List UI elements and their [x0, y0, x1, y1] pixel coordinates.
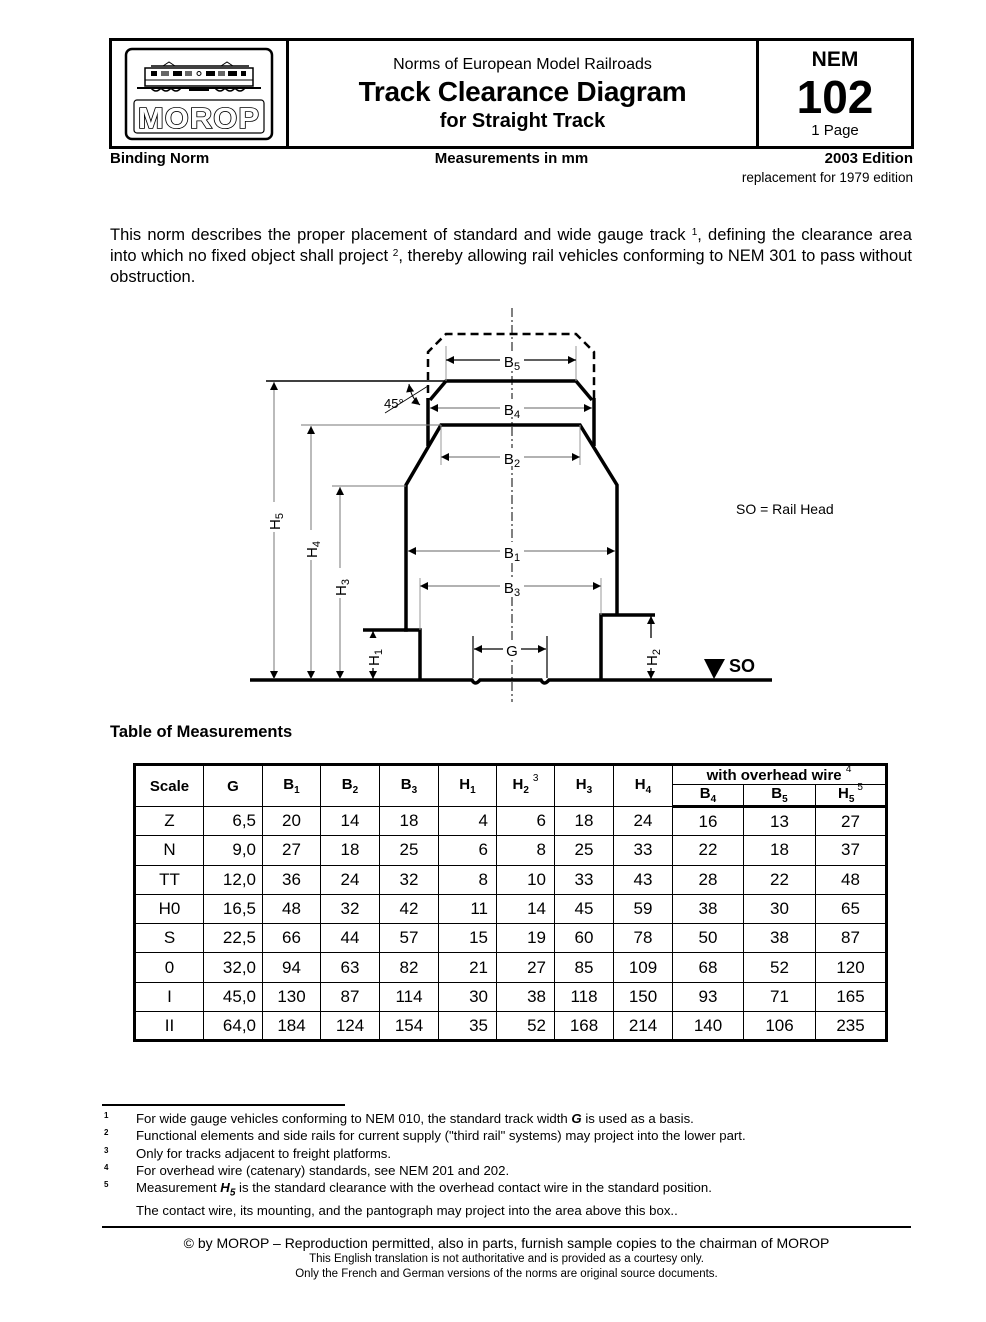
col-header-scale: Scale [135, 765, 204, 807]
rail-head-line [250, 680, 772, 683]
value-cell: 18 [380, 807, 439, 836]
label-h3: $H_3$ [333, 579, 352, 596]
label-h4: $H_4$ [304, 541, 323, 558]
col-header-b1: $B_1$ [263, 765, 321, 807]
footnote-3: 3 Only for tracks adjacent to freight platforms. [104, 1145, 392, 1161]
value-cell: 38 [673, 894, 744, 923]
value-cell: 6 [497, 807, 555, 836]
col-header-h5: $H_5^5$ [816, 785, 887, 807]
value-cell: 45 [555, 894, 614, 923]
value-cell: 15 [439, 924, 497, 953]
value-cell: 18 [321, 836, 380, 865]
value-cell: 63 [321, 953, 380, 982]
footnote-divider [102, 1104, 345, 1106]
value-cell: 8 [439, 865, 497, 894]
value-cell: 11 [439, 894, 497, 923]
edition: 2003 Edition [824, 150, 913, 167]
footer-divider [102, 1226, 911, 1228]
scale-cell: II [135, 1012, 204, 1041]
table-row [135, 982, 887, 1011]
value-cell: 114 [380, 982, 439, 1011]
value-cell: 43 [614, 865, 673, 894]
footnote-5-continued: The contact wire, its mounting, and the pantograph may project into the area above this box.. [136, 1203, 678, 1219]
morop-wordmark: MOROP [138, 102, 260, 135]
value-cell: 120 [816, 953, 887, 982]
value-cell: 106 [744, 1012, 816, 1041]
value-cell: 22 [744, 865, 816, 894]
value-cell: 33 [614, 836, 673, 865]
value-cell: 168 [555, 1012, 614, 1041]
value-cell: 52 [744, 953, 816, 982]
value-cell: 24 [614, 807, 673, 836]
document-subtitle: for Straight Track [439, 109, 606, 132]
value-cell: 64,0 [204, 1012, 263, 1041]
value-cell: 18 [744, 836, 816, 865]
title-block [289, 41, 759, 146]
value-cell: 19 [497, 924, 555, 953]
value-cell: 85 [555, 953, 614, 982]
scale-cell: 0 [135, 953, 204, 982]
value-cell: 140 [673, 1012, 744, 1041]
norm-type: Binding Norm [110, 150, 210, 167]
value-cell: 65 [816, 894, 887, 923]
value-cell: 66 [263, 924, 321, 953]
value-cell: 87 [321, 982, 380, 1011]
value-cell: 130 [263, 982, 321, 1011]
scale-cell: Z [135, 807, 204, 836]
value-cell: 20 [263, 807, 321, 836]
rail-head-marker-icon [704, 659, 725, 679]
page-count: 1 Page [811, 121, 859, 139]
value-cell: 8 [497, 836, 555, 865]
value-cell: 78 [614, 924, 673, 953]
so-marker: SO [729, 656, 756, 676]
value-cell: 50 [673, 924, 744, 953]
table-row [135, 1012, 887, 1041]
value-cell: 154 [380, 1012, 439, 1041]
intro-paragraph [110, 225, 912, 288]
footnotes [104, 1110, 746, 1219]
value-cell: 18 [555, 807, 614, 836]
value-cell: 33 [555, 865, 614, 894]
value-cell: 32 [321, 894, 380, 923]
value-cell: 30 [744, 894, 816, 923]
replacement-note: replacement for 1979 edition [741, 170, 913, 185]
source-disclaimer: Only the French and German versions of the norms are original source documents. [295, 1268, 718, 1280]
value-cell: 38 [497, 982, 555, 1011]
value-cell: 6 [439, 836, 497, 865]
table-row [135, 865, 887, 894]
value-cell: 59 [614, 894, 673, 923]
value-cell: 21 [439, 953, 497, 982]
value-cell: 27 [497, 953, 555, 982]
measurements-table [133, 763, 888, 1042]
value-cell: 48 [816, 865, 887, 894]
overhead-dashed-outline [428, 334, 594, 445]
value-cell: 9,0 [204, 836, 263, 865]
value-cell: 93 [673, 982, 744, 1011]
value-cell: 109 [614, 953, 673, 982]
col-header-h3: $H_3$ [555, 765, 614, 807]
label-b2: $B_2$ [503, 451, 521, 470]
table-row [135, 953, 887, 982]
value-cell: 124 [321, 1012, 380, 1041]
value-cell: 36 [263, 865, 321, 894]
intro-text: This norm describes the proper placement of standard and wide gauge track [110, 226, 692, 244]
label-b5: $B_5$ [503, 354, 521, 373]
nem-label: NEM [811, 47, 859, 71]
col-header-b3: $B_3$ [380, 765, 439, 807]
value-cell: 14 [321, 807, 380, 836]
footnote-ref[interactable]: 1 [691, 227, 698, 238]
table-header-row [135, 765, 887, 785]
col-header-b2: $B_2$ [321, 765, 380, 807]
label-h5: $H_5$ [267, 513, 286, 530]
value-cell: 16,5 [204, 894, 263, 923]
value-cell: 27 [263, 836, 321, 865]
footnote-ref[interactable]: 2 [392, 248, 399, 259]
clearance-profile [363, 425, 617, 630]
value-cell: 57 [380, 924, 439, 953]
label-g: G [506, 643, 518, 660]
value-cell: 30 [439, 982, 497, 1011]
footnote-1: 1 For wide gauge vehicles conforming to NEM 010, the standard track width G is used as a basis. [104, 1111, 694, 1126]
intro-text: , thereby allowing rail vehicles conforming to NEM 301 to pass without obstruction. [110, 247, 912, 286]
col-header-h4: $H_4$ [614, 765, 673, 807]
value-cell: 68 [673, 953, 744, 982]
scale-cell: H0 [135, 894, 204, 923]
footnote-4: 4 For overhead wire (catenary) standards, see NEM 201 and 202. [104, 1162, 510, 1178]
units-note: Measurements in mm [434, 150, 589, 167]
value-cell: 28 [673, 865, 744, 894]
label-b3: $B_3$ [503, 580, 521, 599]
locomotive-icon [137, 62, 261, 91]
document-title: Track Clearance Diagram [358, 75, 687, 107]
value-cell: 150 [614, 982, 673, 1011]
left-platform-step [404, 630, 420, 680]
col-header-h2: $H_2^3$ [497, 765, 555, 807]
value-cell: 45,0 [204, 982, 263, 1011]
value-cell: 94 [263, 953, 321, 982]
label-b1: $B_1$ [503, 545, 521, 564]
document-header [109, 38, 914, 149]
value-cell: 235 [816, 1012, 887, 1041]
so-legend: SO = Rail Head [736, 501, 834, 517]
table-row [135, 807, 887, 836]
value-cell: 14 [497, 894, 555, 923]
clearance-diagram [0, 300, 986, 710]
table-row [135, 836, 887, 865]
value-cell: 13 [744, 807, 816, 836]
value-cell: 165 [816, 982, 887, 1011]
scale-cell: N [135, 836, 204, 865]
nem-number: 102 [796, 70, 874, 123]
value-cell: 4 [439, 807, 497, 836]
value-cell: 32 [380, 865, 439, 894]
translation-disclaimer: This English translation is not authoritative and is provided as a courtesy only. [309, 1253, 704, 1265]
scale-cell: S [135, 924, 204, 953]
value-cell: 12,0 [204, 865, 263, 894]
scale-cell: I [135, 982, 204, 1011]
label-h1: $H_1$ [366, 649, 385, 666]
morop-logo [112, 41, 289, 146]
value-cell: 22 [673, 836, 744, 865]
morop-logo-graphic [123, 46, 275, 142]
copyright-notice: © by MOROP – Reproduction permitted, also in parts, furnish sample copies to the chairman of MOROP [183, 1235, 830, 1251]
value-cell: 10 [497, 865, 555, 894]
col-header-b4: $B_4$ [673, 785, 744, 807]
value-cell: 16 [673, 807, 744, 836]
value-cell: 52 [497, 1012, 555, 1041]
scale-cell: TT [135, 865, 204, 894]
label-b4: $B_4$ [503, 402, 521, 421]
value-cell: 27 [816, 807, 887, 836]
value-cell: 32,0 [204, 953, 263, 982]
label-h2: $H_2$ [644, 649, 663, 666]
value-cell: 214 [614, 1012, 673, 1041]
table-row [135, 924, 887, 953]
value-cell: 6,5 [204, 807, 263, 836]
value-cell: 48 [263, 894, 321, 923]
value-cell: 82 [380, 953, 439, 982]
value-cell: 38 [744, 924, 816, 953]
value-cell: 35 [439, 1012, 497, 1041]
value-cell: 71 [744, 982, 816, 1011]
value-cell: 37 [816, 836, 887, 865]
col-header-h1: $H_1$ [439, 765, 497, 807]
footnote-2: 2 Functional elements and side rails for current supply ("third rail" systems) may project into the lower part. [104, 1128, 746, 1144]
table-row [135, 894, 887, 923]
value-cell: 25 [555, 836, 614, 865]
value-cell: 44 [321, 924, 380, 953]
footnote-5: 5 Measurement $H_5$ is the standard clearance with the overhead contact wire in the standard position. [104, 1180, 712, 1199]
value-cell: 42 [380, 894, 439, 923]
page-footer [102, 1234, 911, 1282]
nem-block [759, 41, 911, 146]
b5-outline [430, 381, 592, 400]
col-header-g: G [204, 765, 263, 807]
col-header-b5: $B_5$ [744, 785, 816, 807]
value-cell: 60 [555, 924, 614, 953]
col-group-overhead-wire: with overhead wire $^4$ [673, 765, 887, 785]
value-cell: 184 [263, 1012, 321, 1041]
value-cell: 24 [321, 865, 380, 894]
value-cell: 87 [816, 924, 887, 953]
label-angle: 45° [384, 396, 404, 411]
value-cell: 22,5 [204, 924, 263, 953]
organization-name: Norms of European Model Railroads [393, 55, 652, 73]
table-title: Table of Measurements [110, 723, 293, 741]
value-cell: 25 [380, 836, 439, 865]
intro-text: , defining the clearance area into which no fixed object shall project [110, 226, 912, 265]
value-cell: 118 [555, 982, 614, 1011]
